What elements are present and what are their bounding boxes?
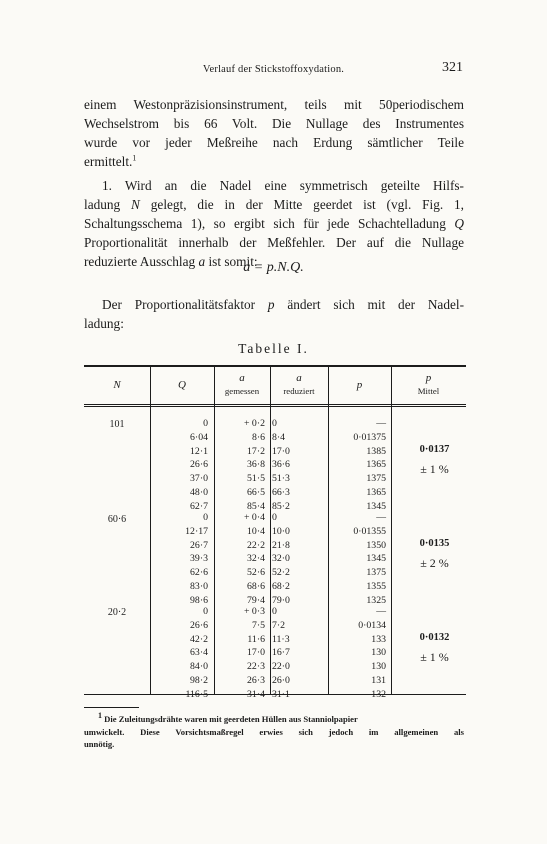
table-cell: 1375 <box>366 567 386 579</box>
table-cell: 6·04 <box>190 431 208 443</box>
page-number: 321 <box>442 60 463 75</box>
header-p-mean <box>391 373 466 396</box>
table-cell: + 0·4 <box>243 512 265 523</box>
text-line: 1. Wird an die Nadel eine symmetrisch geteilte Hilfs- <box>102 178 464 193</box>
table-cell: 1345 <box>366 553 386 565</box>
column-a-reduced <box>272 511 306 608</box>
footnote-rule <box>84 707 139 708</box>
table-cell: 62·7 <box>190 500 208 512</box>
header-p-mean-sub: Mittel <box>417 386 440 396</box>
text-line: Proportionalität innerhalb der Meßfehler. Der auf die Nullage <box>84 235 464 250</box>
table-cell: 98·6 <box>190 594 208 606</box>
table-cell: 8·4 <box>272 431 286 443</box>
column-a-measured <box>215 417 265 514</box>
table-cell: 1355 <box>366 580 386 592</box>
footnote-line <box>84 713 464 726</box>
p-mean-value: 0·0132 <box>419 632 450 643</box>
table-cell: 52·2 <box>272 567 290 579</box>
group-n-value: 101 <box>109 419 125 430</box>
table-cell: 26·6 <box>190 619 208 631</box>
table-cell: 36·6 <box>272 459 290 471</box>
running-title: Verlauf der Stickstoffoxydation. <box>202 64 345 75</box>
table-cell: 37·0 <box>190 473 208 485</box>
text-line: wurde vor jeder Meßreihe nach Erdung sämtlicher Teile <box>84 135 464 150</box>
table-cell: 98·2 <box>190 674 208 686</box>
table-cell: 26·6 <box>190 459 208 471</box>
table-cell: 1385 <box>366 445 386 457</box>
header-n-label: N <box>113 379 121 391</box>
tolerance-value: ± 2 % <box>420 556 449 570</box>
table-cell: 31·1 <box>272 688 290 700</box>
table-cell: 131 <box>371 674 386 686</box>
table-cell: 79·0 <box>272 594 290 606</box>
paragraph-auxiliary-charge <box>84 176 464 271</box>
table-cell: 8·6 <box>251 431 265 443</box>
table-cell: 26·0 <box>272 674 290 686</box>
table-cell: 32·4 <box>247 553 265 565</box>
table-cell: 17·0 <box>247 647 265 659</box>
text-segment: ist somit: <box>205 254 258 269</box>
table-cell: 116·5 <box>185 688 208 700</box>
table-cell: 132 <box>371 688 386 700</box>
text-line <box>84 214 464 233</box>
column-q <box>178 605 208 702</box>
table-cell: 22·0 <box>272 661 290 673</box>
table-cell: 1350 <box>366 539 386 551</box>
text-segment: ladung <box>84 197 132 212</box>
column-q <box>178 511 208 608</box>
column-a-reduced <box>272 417 306 514</box>
text-line <box>84 295 464 314</box>
text-segment: Der Proportionalitätsfaktor <box>102 297 268 312</box>
table-cell: 83·0 <box>190 580 208 592</box>
table-cell: 130 <box>371 661 386 673</box>
text-segment: ändert sich mit der Nadel- <box>274 297 464 312</box>
table-cell: 52·6 <box>247 567 265 579</box>
table-cell: 10·4 <box>247 525 265 537</box>
table-cell: 0·01355 <box>353 525 386 537</box>
table-cell: + 0·3 <box>243 606 265 617</box>
table-cell: 51·5 <box>247 473 265 485</box>
table-cell: 42·2 <box>190 633 208 645</box>
text-segment: ermittelt. <box>84 154 133 169</box>
header-q <box>150 380 214 391</box>
header-rule <box>84 406 466 407</box>
table-cell: 0 <box>272 418 277 429</box>
column-rule <box>328 367 329 694</box>
header-a-measured <box>214 373 270 396</box>
column-p <box>331 417 386 514</box>
header-a-sub: reduziert <box>283 386 315 396</box>
table-cell: 1325 <box>366 594 386 606</box>
data-table <box>84 365 466 700</box>
table-cell: 12·1 <box>190 445 208 457</box>
column-a-reduced <box>272 605 306 702</box>
column-rule <box>270 367 271 694</box>
text-line: einem Westonpräzisionsinstrument, teils mit 50periodischem <box>84 97 464 112</box>
footnote-marker: 1 <box>132 153 137 163</box>
table-cell: 0 <box>203 418 208 429</box>
running-head <box>0 60 547 80</box>
text-line: ladung: <box>84 316 124 331</box>
table-cell: — <box>376 606 386 617</box>
table-cell: 68·2 <box>272 580 290 592</box>
header-p-label: p <box>356 379 363 391</box>
table-cell: 22·3 <box>247 661 265 673</box>
table-cell: 79·4 <box>247 594 265 606</box>
column-rule <box>391 367 392 694</box>
table-cell: 0 <box>203 606 208 617</box>
text-line: Wechselstrom bis 66 Volt. Die Nullage des Instrumentes <box>84 116 464 131</box>
table-cell: 12·17 <box>185 525 208 537</box>
header-a-label: a <box>239 372 245 384</box>
table-cell: 62·6 <box>190 567 208 579</box>
header-p-mean-label: p <box>425 372 432 384</box>
table-cell: 0 <box>272 606 277 617</box>
table-cell: 26·3 <box>247 674 265 686</box>
table-cell: 0 <box>203 512 208 523</box>
table-cell: 26·7 <box>190 539 208 551</box>
table-cell: 51·3 <box>272 473 290 485</box>
table-cell: 1365 <box>366 486 386 498</box>
formula: a = p.N.Q. <box>243 260 304 275</box>
table-cell: 11·3 <box>272 633 290 645</box>
table-cell: 31·4 <box>247 688 265 700</box>
table-cell: 48·0 <box>190 486 208 498</box>
table-cell: 0 <box>272 512 277 523</box>
table-cell: — <box>376 418 386 429</box>
table-cell: 0·0134 <box>358 619 386 631</box>
column-q <box>178 417 208 514</box>
header-rule <box>84 404 466 405</box>
footnote-marker: 1 <box>98 711 102 721</box>
text-segment: reduzierte Ausschlag <box>84 254 199 269</box>
table-cell: 0·01375 <box>353 431 386 443</box>
column-a-measured <box>215 511 265 608</box>
table-cell: 63·4 <box>190 647 208 659</box>
column-p <box>331 605 386 702</box>
table-cell: 1365 <box>366 459 386 471</box>
table-cell: 84·0 <box>190 661 208 673</box>
header-a-reduced <box>270 373 328 396</box>
table-cell: 85·2 <box>272 500 290 512</box>
group-n-value: 60·6 <box>107 514 127 525</box>
table-cell: 22·2 <box>247 539 265 551</box>
variable-Q: Q <box>454 216 464 231</box>
text-segment: gelegt, die in der Mitte geerdet ist (vgl. Fig. 1, <box>139 197 465 212</box>
tolerance-value: ± 1 % <box>420 650 449 664</box>
text-segment: Schaltungsschema 1), so ergibt sich für jede Schachtelladung <box>84 216 455 231</box>
table-cell: 133 <box>371 633 386 645</box>
table-cell: 130 <box>371 647 386 659</box>
header-q-label: Q <box>178 379 186 391</box>
paragraph-instrument <box>84 95 464 171</box>
table-cell: 1345 <box>366 500 386 512</box>
text-line <box>84 152 464 171</box>
header-a-label: a <box>296 372 302 384</box>
p-mean-value: 0·0137 <box>419 444 450 455</box>
column-rule <box>150 367 151 694</box>
table-cell: 66·5 <box>247 486 265 498</box>
table-cell: 36·8 <box>247 459 265 471</box>
footnote <box>84 713 464 751</box>
text-line <box>84 195 464 214</box>
table-cell: 7·2 <box>272 619 286 631</box>
table-cell: 66·3 <box>272 486 290 498</box>
variable-N: N <box>131 197 140 212</box>
column-a-measured <box>215 605 265 702</box>
table-cell: 32·0 <box>272 553 290 565</box>
table-cell: — <box>376 512 386 523</box>
table-cell: 85·4 <box>247 500 265 512</box>
group-n-value: 20·2 <box>107 607 127 618</box>
table-cell: 7·5 <box>251 619 265 631</box>
header-a-sub: gemessen <box>224 386 260 396</box>
table-cell: 21·8 <box>272 539 290 551</box>
table-cell: 16·7 <box>272 647 290 659</box>
variable-a: a <box>198 254 206 269</box>
table-caption: Tabelle I. <box>238 341 309 356</box>
tolerance-value: ± 1 % <box>420 462 449 476</box>
table-cell: 10·0 <box>272 525 290 537</box>
table-cell: 68·6 <box>247 580 265 592</box>
column-p <box>331 511 386 608</box>
table-cell: 1375 <box>366 473 386 485</box>
table-cell: 17·0 <box>272 445 290 457</box>
table-cell: 17·2 <box>247 445 265 457</box>
header-n <box>84 380 150 391</box>
table-cell: 11·6 <box>247 633 265 645</box>
paragraph-proportionality <box>84 295 464 333</box>
footnote-text: Die Zuleitungsdrähte waren mit geerdeten Hüllen aus Stanniolpapier <box>104 714 358 724</box>
footnote-line: umwickelt. Diese Vorsichtsmaßregel erwies sich jedoch im allgemeinen als <box>84 726 464 737</box>
table-cell: 39·3 <box>190 553 208 565</box>
variable-p: p <box>267 297 275 312</box>
table-cell: + 0·2 <box>243 418 265 429</box>
header-p <box>328 380 391 391</box>
footnote-line: unnötig. <box>84 739 115 750</box>
p-mean-value: 0·0135 <box>419 538 450 549</box>
